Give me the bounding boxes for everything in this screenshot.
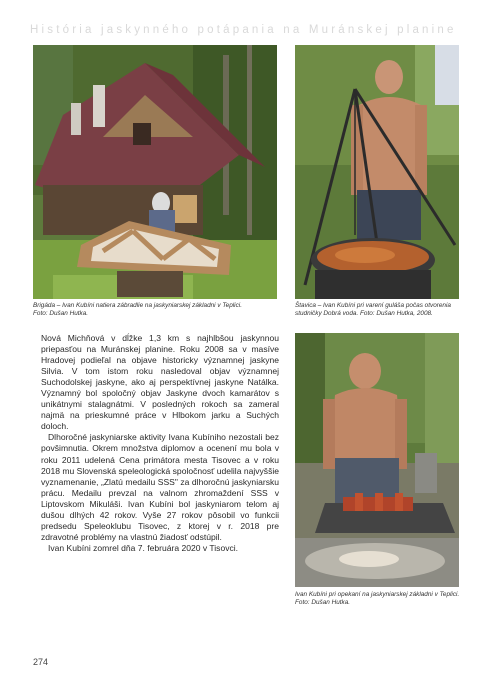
photo-caption-grilling — [295, 591, 465, 607]
photo-goulash-cooking — [295, 45, 459, 299]
caption-credit: Foto: Dušan Hutka. — [295, 599, 351, 607]
photo-cabin-railing — [33, 45, 277, 299]
article-paragraph: Dlhoročné jaskyniarske aktivity Ivana Kubíniho nezostali bez povšimnutia. Okrem množstva diplomov a ocenení mu bola v roku 2011 udelená Cena primátora mesta Tisovec a v roku 2018 mu Slovenská speleologická spoločnosť udelila najvyššie vyznamenanie, „Zlatú medailu SSS" za dlhoročnú jaskyniarsku prácu. Medailu prevzal na valnom zhromaždení SSS v Liptovskom Mikuláši. Ivan Kubíni bol jaskyniarom telom aj dušou dlhých 42 rokov. Vyše 27 rokov pôsobil vo funkcii predsedu Speleoklubu Tisovec, z ktorej v r. 2018 pre zdravotné problémy na vlastnú žiadosť odstúpil. — [41, 432, 279, 542]
article-paragraph: Ivan Kubíni zomrel dňa 7. februára 2020 v Tisovci. — [48, 542, 239, 553]
caption-text: Brigáda – Ivan Kubíni natiera zábradlie na jaskyniarskej základni v Teplici. — [33, 302, 242, 309]
page-number: 274 — [33, 657, 49, 667]
caption-text: Štavica – Ivan Kubíni pri varení guláša počas otvorenia — [295, 302, 451, 309]
article-body — [41, 333, 279, 554]
photo-caption-cabin — [33, 302, 277, 318]
running-header: História jaskynného potápania na Muránskej planine — [30, 24, 457, 36]
caption-credit: studničky Dobrá voda. Foto: Dušan Hutka, 2008. — [295, 310, 433, 318]
caption-text: Ivan Kubíni pri opekaní na jaskyniarskej základni v Teplici. — [295, 591, 460, 598]
photo-caption-goulash — [295, 302, 465, 318]
article-paragraph: Nová Michňová v dĺžke 1,3 km s najhlbšou jaskynnou priepasťou na Muránskej planine. Roku 2008 sa v masíve Hradovej podieľal na objave historicky významnej jaskyne Silvia. V tom istom roku nasledoval objav významnej Suchodolskej jaskyne, ako aj perspektívnej jaskyne Natálka. Významný bol spoločný objav Jaskyne dvoch kamarátov s unikátnymi stalagnátmi. V posledných rokoch sa zameral najmä na prieskumné práce v Hlbokom jarku a Suchých doloch. — [41, 333, 279, 432]
caption-credit: Foto: Dušan Hutka. — [33, 310, 89, 318]
photo-grilling — [295, 333, 459, 587]
